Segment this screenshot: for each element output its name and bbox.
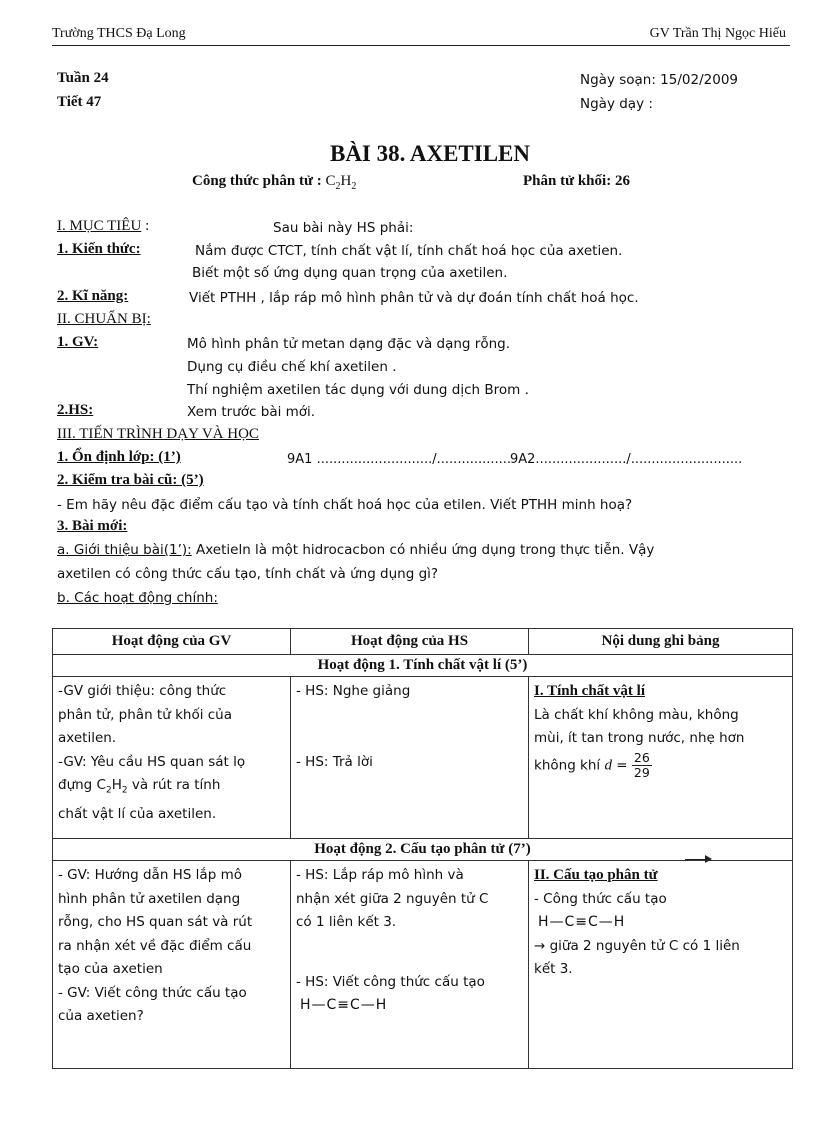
lesson-title: BÀI 38. AXETILEN	[329, 141, 531, 166]
activities-label: b. Các hoạt động chính:	[57, 590, 218, 606]
a1-gv-line: -GV giới thiệu: công thức	[58, 683, 227, 699]
header-rule	[52, 45, 790, 46]
hs-structural-formula: H—C≡C—H	[300, 997, 388, 1013]
a1-hs-line: - HS: Nghe giảng	[296, 683, 411, 699]
activity-1-row	[53, 677, 793, 839]
activity-1-content	[529, 677, 793, 839]
a2-hs-line: - HS: Lắp ráp mô hình và	[296, 867, 464, 883]
skills-label: 2. Kĩ năng:	[57, 288, 129, 304]
content-structural-formula: H—C≡C—H	[538, 914, 626, 930]
a2-gv-line: của axetien?	[58, 1008, 144, 1024]
school-name: Trường THCS Đạ Long	[52, 26, 186, 41]
objectives-heading	[57, 218, 149, 235]
a2-gv-line: - GV: Viết công thức cấu tạo	[58, 984, 247, 1001]
check-question: - Em hãy nêu đặc điểm cấu tạo và tính chất hoá học của etilen. Viết PTHH minh hoạ?	[57, 497, 633, 513]
activity-1-hs	[291, 677, 529, 839]
preparation-heading: II. CHUẨN BỊ:	[57, 311, 151, 327]
a1-gv-line: axetilen.	[58, 730, 117, 746]
formula-h: H	[340, 173, 352, 189]
class-9a1: 9A1 ............................/..................	[287, 452, 512, 467]
activity-1-gv	[53, 677, 291, 839]
gv-label: 1. GV:	[57, 334, 99, 350]
table-header-row	[53, 629, 793, 655]
stable-label: 1. Ổn định lớp: (1’)	[57, 449, 181, 465]
activities-table	[52, 628, 793, 1069]
intro-line-1	[57, 542, 654, 558]
density-eq: =	[611, 757, 632, 773]
period-label: Tiết 47	[57, 94, 102, 110]
objectives-intro: Sau bài này HS phải:	[273, 220, 414, 236]
activity-2-row	[53, 861, 793, 1069]
a1-gv-5a: đựng C	[58, 777, 106, 793]
a1-content-3: không khí	[534, 757, 605, 773]
a1-gv-line: chất vật lí của axetilen.	[58, 806, 217, 823]
a2-content-line: - Công thức cấu tạo	[534, 890, 667, 907]
prep-date: Ngày soạn: 15/02/2009	[580, 72, 738, 88]
a1-hs-line: - HS: Trả lời	[296, 753, 373, 770]
a2-gv-line: - GV: Hướng dẫn HS lắp mô	[58, 867, 242, 883]
hs-label: 2.HS:	[57, 402, 94, 418]
activity-2-gv	[53, 861, 291, 1069]
knowledge-label: 1. Kiến thức:	[57, 241, 141, 257]
gv-prep-3: Thí nghiệm axetilen tác dụng với dung dịch Brom .	[187, 382, 529, 398]
a2-gv-line: rỗng, cho HS quan sát và rút	[58, 914, 253, 930]
knowledge-1: Nắm được CTCT, tính chất vật lí, tính chất hoá học của axetien.	[195, 243, 623, 259]
a2-gv-line: ra nhận xét về đặc điểm cấu	[58, 937, 252, 954]
gv-prep-1: Mô hình phân tử metan dạng đặc và dạng rỗng.	[187, 336, 511, 352]
a1-content-line	[534, 751, 787, 780]
a1-gv-line	[58, 774, 285, 803]
teacher-name: GV Trần Thị Ngọc Hiếu	[649, 26, 786, 41]
formula-c: C	[325, 173, 336, 189]
new-lesson-label: 3. Bài mới:	[57, 518, 128, 534]
header-hs: Hoạt động của HS	[291, 629, 529, 655]
hs-prep-1: Xem trước bài mới.	[187, 404, 316, 420]
header-content: Nội dung ghi bảng	[529, 629, 793, 655]
density-symbol: d	[604, 757, 612, 773]
a1-content-line: mùi, ít tan trong nước, nhẹ hơn	[534, 730, 745, 746]
a2-hs-line: nhận xét giữa 2 nguyên tử C	[296, 890, 489, 907]
density-denominator: 29	[633, 764, 650, 780]
formula-c-sub: 2	[335, 181, 341, 192]
density-numerator: 26	[633, 749, 650, 765]
class-9a2: 9A2....................../...........................	[510, 452, 743, 467]
check-label: 2. Kiểm tra bài cũ: (5’)	[57, 472, 204, 488]
a1-content-title: I. Tính chất vật lí	[534, 683, 645, 699]
teach-date: Ngày dạy :	[580, 96, 653, 112]
arrow-icon-line	[685, 859, 707, 860]
a1-gv-sub2: 2	[121, 785, 128, 796]
a2-content-line: kết 3.	[534, 961, 573, 977]
a2-gv-line: tạo của axetien	[58, 961, 163, 977]
gv-prep-2: Dụng cụ điều chế khí axetilen .	[187, 359, 397, 375]
a2-content-title: II. Cấu tạo phân tử	[534, 867, 658, 883]
knowledge-2: Biết một số ứng dụng quan trọng của axetilen.	[192, 265, 508, 281]
molecular-mass: Phân tử khối: 26	[523, 173, 630, 189]
molecular-formula	[192, 173, 356, 192]
formula-label: Công thức phân tử :	[192, 173, 326, 189]
a2-hs-line: có 1 liên kết 3.	[296, 914, 397, 930]
header-gv: Hoạt động của GV	[53, 629, 291, 655]
a2-gv-line: hình phân tử axetilen dạng	[58, 890, 241, 907]
process-heading: III. TIẾN TRÌNH DẠY VÀ HỌC	[57, 426, 259, 442]
a1-gv-line: phân tử, phân tử khối của	[58, 706, 232, 723]
objectives-heading-suffix: :	[141, 218, 150, 234]
a1-gv-sub1: 2	[105, 785, 112, 796]
intro-line-2: axetilen có công thức cấu tạo, tính chất và ứng dụng gì?	[57, 566, 439, 582]
activity-2-hs	[291, 861, 529, 1069]
intro-label: a. Giới thiệu bài(1’):	[57, 542, 192, 558]
intro-text-1: Axetieln là một hidrocacbon có nhiều ứng dụng trong thực tiễn. Vậy	[191, 542, 655, 558]
a2-hs-line: - HS: Viết công thức cấu tạo	[296, 973, 485, 990]
activity-2-title: Hoạt động 2. Cấu tạo phân tử (7’)	[53, 839, 793, 861]
objectives-heading-text: I. MỤC TIÊU	[57, 218, 142, 234]
a1-gv-5b: H	[111, 777, 122, 793]
a1-gv-line: -GV: Yêu cầu HS quan sát lọ	[58, 753, 246, 770]
a2-content-line: → giữa 2 nguyên tử C có 1 liên	[534, 937, 740, 954]
activity-1-title: Hoạt động 1. Tính chất vật lí (5’)	[53, 655, 793, 677]
activity-2-title-row	[53, 839, 793, 861]
activity-1-title-row	[53, 655, 793, 677]
arrow-right-icon	[705, 855, 712, 863]
a1-content-line: Là chất khí không màu, không	[534, 706, 739, 723]
activity-2-content	[529, 861, 793, 1069]
week-label: Tuần 24	[57, 70, 109, 86]
density-fraction	[632, 751, 652, 780]
formula-h-sub: 2	[351, 181, 357, 192]
a1-gv-5c: và rút ra tính	[127, 777, 221, 793]
skills-1: Viết PTHH , lắp ráp mô hình phân tử và dự đoán tính chất hoá học.	[189, 290, 639, 306]
